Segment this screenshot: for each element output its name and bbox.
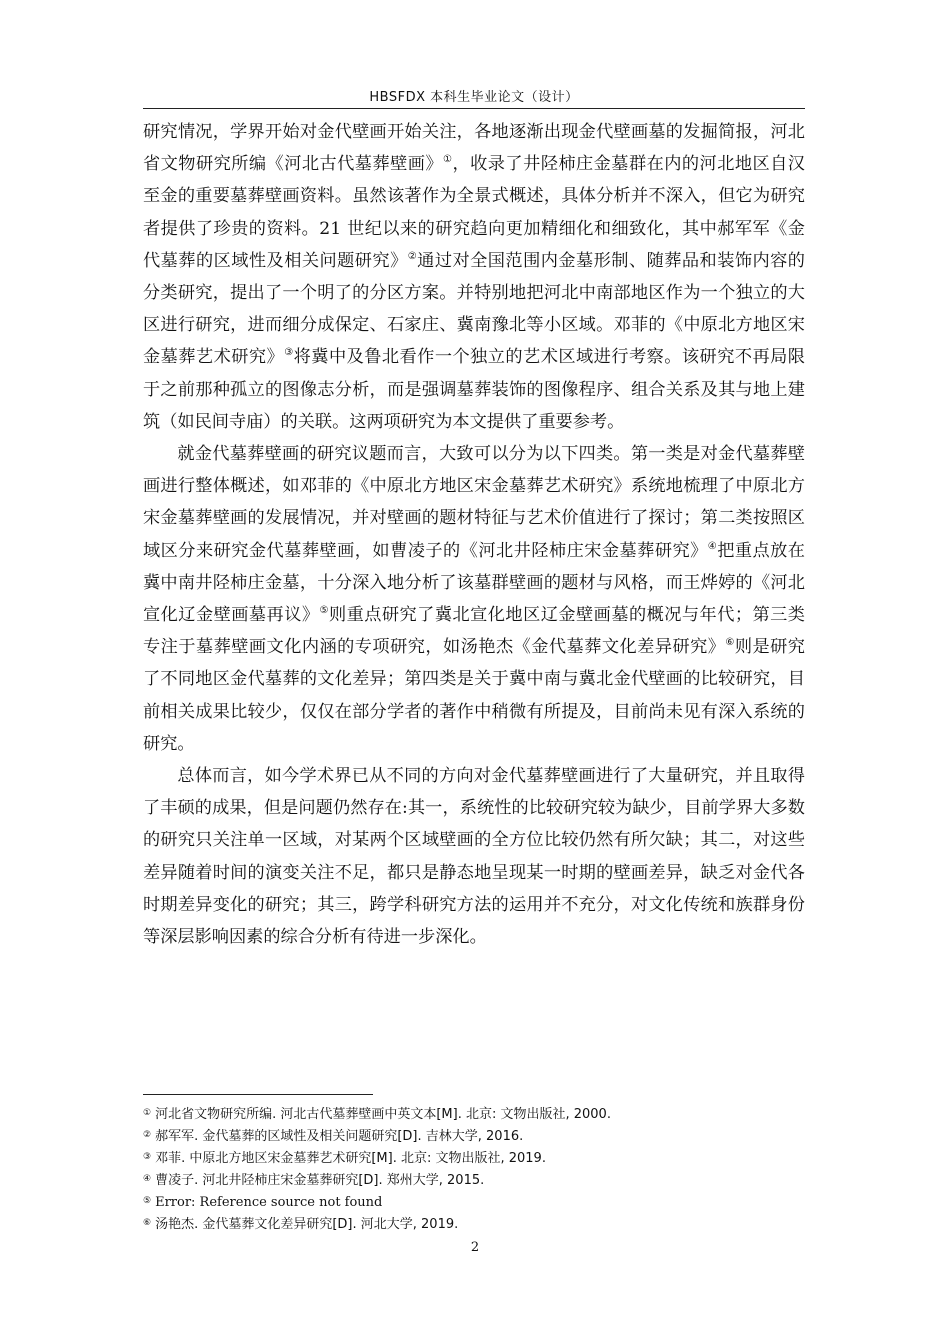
footnotes [143, 1103, 805, 1235]
footnote-3: ③ 邓菲. 中原北方地区宋金墓葬艺术研究[M]. 北京: 文物出版社, 2019. [143, 1151, 546, 1166]
footnote-4: ④ 曹凌子. 河北井陉柿庄宋金墓葬研究[D]. 郑州大学, 2015. [143, 1173, 485, 1188]
footnote-2: ② 郝军军. 金代墓葬的区域性及相关问题研究[D]. 吉林大学, 2016. [143, 1129, 524, 1144]
body-text [143, 116, 805, 953]
footnote-6: ⑥ 汤艳杰. 金代墓葬文化差异研究[D]. 河北大学, 2019. [143, 1217, 459, 1232]
footnote-ref-6[interactable]: ⑥ [725, 637, 735, 649]
footnote-ref-3[interactable]: ③ [284, 347, 294, 359]
running-header: HBSFDX 本科生毕业论文（设计） [143, 86, 805, 109]
paragraph-2: 就金代墓葬壁画的研究议题而言，大致可以分为以下四类。第一类是对金代墓葬壁画进行整体概述，如邓菲的《中原北方地区宋金墓葬艺术研究》系统地梳理了中原北方宋金墓葬壁画的发展情况，并对壁画的题材特征与艺术价值进行了探讨；第二类按照区域区分来研究金代墓葬壁画，如曹凌子的《河北井陉柿庄宋金墓葬研究》④把重点放在冀中南井陉柿庄金墓，十分深入地分析了该墓群壁画的题材与风格，而王烨婷的《河北宣化辽金壁画墓再议》⑤则重点研究了冀北宣化地区辽金壁画墓的概况与年代；第三类专注于墓葬壁画文化内涵的专项研究，如汤艳杰《金代墓葬文化差异研究》⑥则是研究了不同地区金代墓葬的文化差异；第四类是关于冀中南与冀北金代壁画的比较研究，目前相关成果比较少，仅仅在部分学者的著作中稍微有所提及，目前尚未见有深入系统的研究。 [143, 444, 805, 754]
paragraph-1: 研究情况，学界开始对金代壁画开始关注，各地逐渐出现金代壁画墓的发掘简报，河北省文物研究所编《河北古代墓葬壁画》①，收录了井陉柿庄金墓群在内的河北地区自汉至金的重要墓葬壁画资料。虽然该著作为全景式概述，具体分析并不深入，但它为研究者提供了珍贵的资料。21 世纪以来的研究趋向更加精细化和细致化，其中郝军军《金代墓葬的区域性及相关问题研究》②通过对全国范围内金墓形制、随葬品和装饰内容的分类研究，提出了一个明了的分区方案。并特别地把河北中南部地区作为一个独立的大区进行研究，进而细分成保定、石家庄、冀南豫北等小区域。邓菲的《中原北方地区宋金墓葬艺术研究》③将冀中及鲁北看作一个独立的艺术区域进行考察。该研究不再局限于之前那种孤立的图像志分析，而是强调墓葬装饰的图像程序、组合关系及其与地上建筑（如民间寺庙）的关联。这两项研究为本文提供了重要参考。 [143, 122, 805, 432]
footnote-ref-5[interactable]: ⑤ [319, 605, 329, 617]
footnote-1: ① 河北省文物研究所编. 河北古代墓葬壁画中英文本[M]. 北京: 文物出版社, 2000. [143, 1107, 611, 1122]
paragraph-3: 总体而言，如今学术界已从不同的方向对金代墓葬壁画进行了大量研究，并且取得了丰硕的成果，但是问题仍然存在:其一，系统性的比较研究较为缺少，目前学界大多数的研究只关注单一区域，对某两个区域壁画的全方位比较仍然有所欠缺；其二，对这些差异随着时间的演变关注不足，都只是静态地呈现某一时期的壁画差异，缺乏对金代各时期差异变化的研究；其三，跨学科研究方法的运用并不充分，对文化传统和族群身份等深层影响因素的综合分析有待进一步深化。 [143, 766, 805, 948]
footnote-ref-4[interactable]: ④ [707, 540, 718, 552]
page-number: 2 [470, 1240, 480, 1255]
footnote-ref-1[interactable]: ① [443, 154, 453, 166]
footnote-ref-2[interactable]: ② [407, 250, 418, 262]
footnote-separator [143, 1094, 373, 1095]
footnote-5: ⑤ Error: Reference source not found [143, 1195, 383, 1210]
